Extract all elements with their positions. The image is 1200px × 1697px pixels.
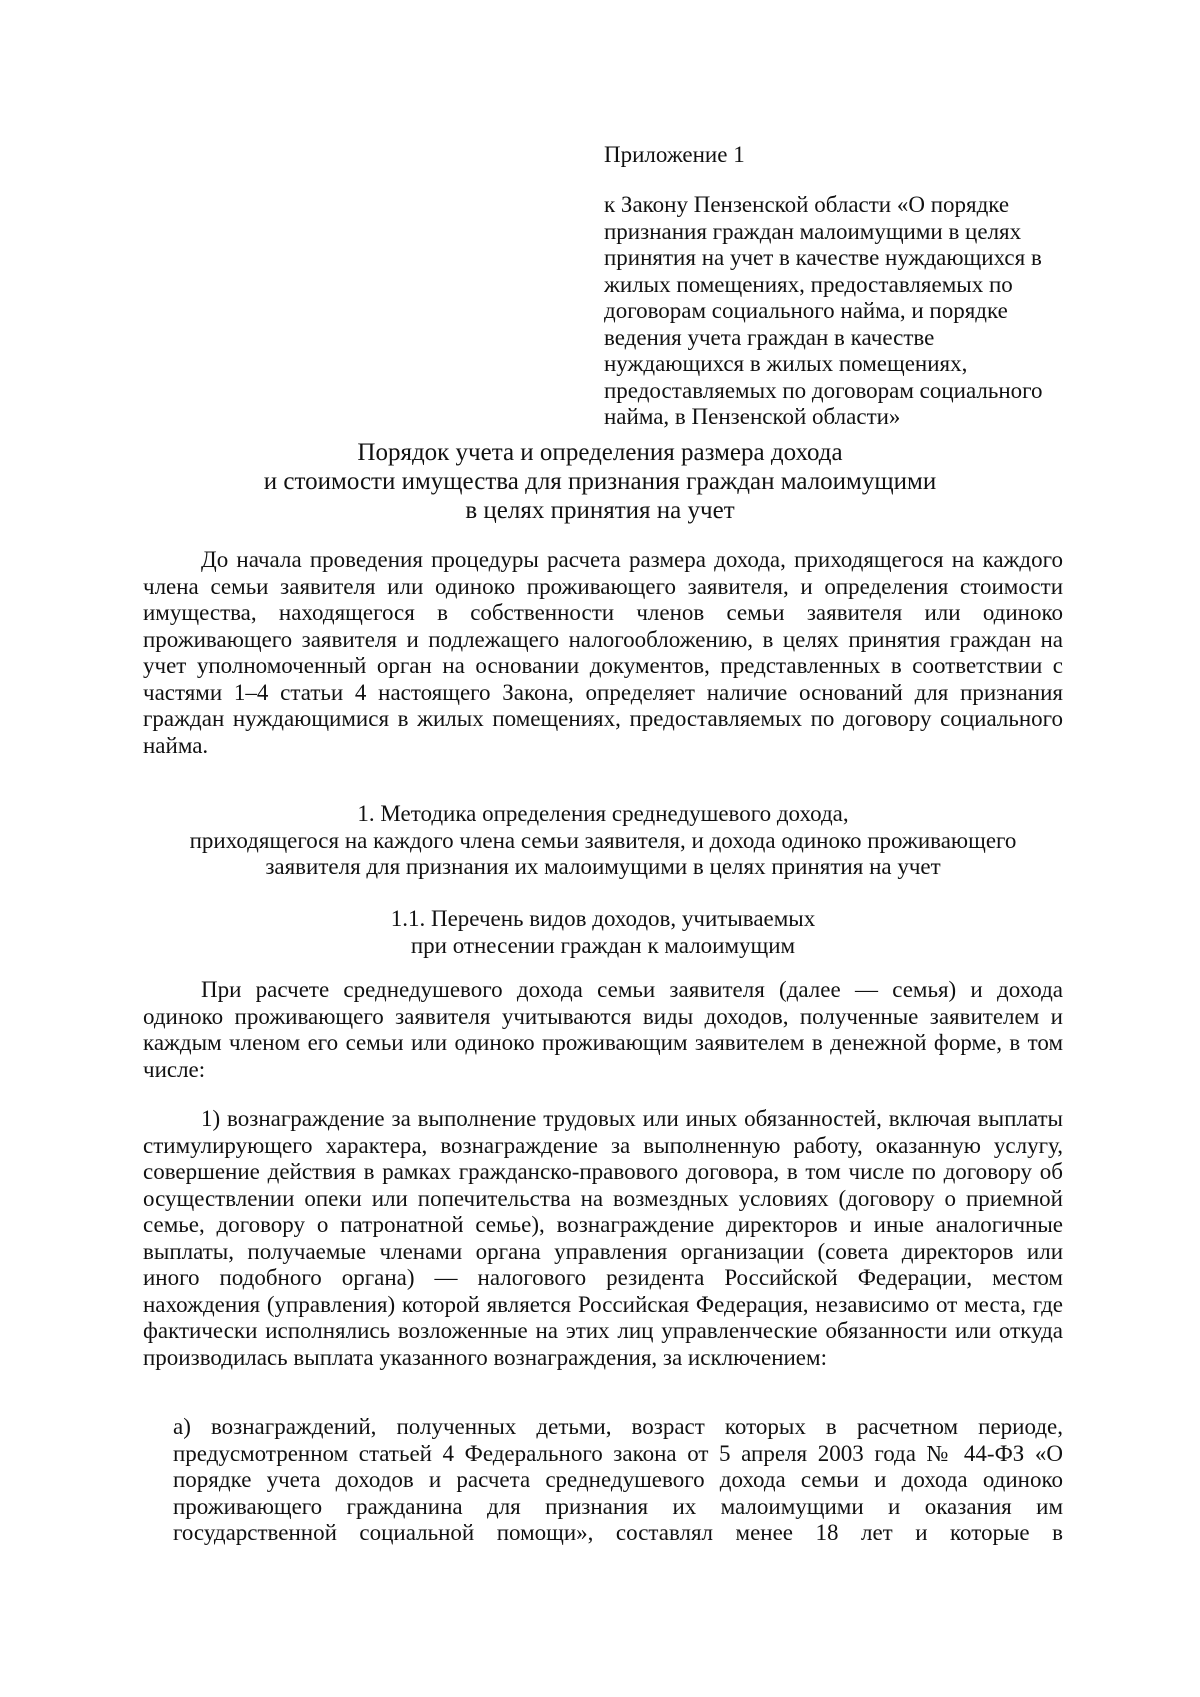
- section-1-1-heading: [143, 906, 1063, 959]
- appendix-reference: к Закону Пензенской области «О порядке признания граждан малоимущими в целях принятия на учет в качестве нуждающихся в жилых помещениях, предоставляемых по договорам социального найма, и порядке ведения учета граждан в качестве нуждающихся в жилых помещениях, предоставляемых по договорам социального найма, в Пензенской области»: [604, 192, 1043, 429]
- section-heading-line: 1.1. Перечень видов доходов, учитываемых: [390, 906, 816, 931]
- document-title-line: Порядок учета и определения размера дохода: [357, 439, 843, 466]
- section-heading-line: 1. Методика определения среднедушевого дохода,: [357, 801, 849, 826]
- list-item-1: 1) вознаграждение за выполнение трудовых или иных обязанностей, включая выплаты стимулирующего характера, вознаграждение за выполненную работу, оказанную услугу, совершение действия в рамках гражданско-правового договора, в том числе по договору об осуществлении опеки или попечительства на возмездных условиях (договору о приемной семье, договору о патронатной семье), вознаграждение директоров и иные аналогичные выплаты, получаемые членами органа управления организации (совета директоров или иного подобного органа) — налогового резидента Российской Федерации, местом нахождения (управления) которой является Российская Федерация, независимо от места, где фактически исполнялись возложенные на этих лиц управленческие обязанности или откуда производилась выплата указанного вознаграждения, за исключением:: [143, 1106, 1063, 1370]
- section-heading-line: приходящегося на каждого члена семьи заявителя, и дохода одиноко проживающего: [189, 827, 1017, 853]
- intro-paragraph: До начала проведения процедуры расчета размера дохода, приходящегося на каждого члена семьи заявителя или одиноко проживающего заявителя, и определения стоимости имущества, находящегося в собственности членов семьи заявителя или одиноко проживающего заявителя и подлежащего налогообложению, в целях принятия граждан на учет уполномоченный орган на основании документов, представленных в соответствии с частями 1–4 статьи 4 настоящего Закона, определяет наличие оснований для признания граждан нуждающимися в жилых помещениях, предоставляемых по договору социального найма.: [143, 547, 1063, 758]
- section-1-heading: [143, 801, 1063, 881]
- section-heading-line: при отнесении граждан к малоимущим: [410, 932, 796, 958]
- document-title: [130, 438, 1070, 525]
- section-heading-line: заявителя для признания их малоимущими в целях принятия на учет: [265, 854, 941, 879]
- calculation-paragraph: При расчете среднедушевого дохода семьи заявителя (далее — семья) и дохода одиноко проживающего заявителя учитываются виды доходов, полученные заявителем и каждым членом его семьи или одиноко проживающим заявителем в денежной форме, в том числе:: [143, 977, 1063, 1082]
- appendix-label: Приложение 1: [604, 142, 745, 167]
- list-item-a: а) вознаграждений, полученных детьми, возраст которых в расчетном периоде, предусмотренном статьей 4 Федерального закона от 5 апреля 2003 года № 44-ФЗ «О порядке учета доходов и расчета среднедушевого дохода семьи и дохода одиноко проживающего гражданина для признания их малоимущими и оказания им государственной социальной помощи», составлял менее 18 лет и которые в: [173, 1414, 1063, 1545]
- document-title-line: и стоимости имущества для признания граждан малоимущими: [263, 468, 937, 495]
- document-title-line: в целях принятия на учет: [465, 497, 735, 524]
